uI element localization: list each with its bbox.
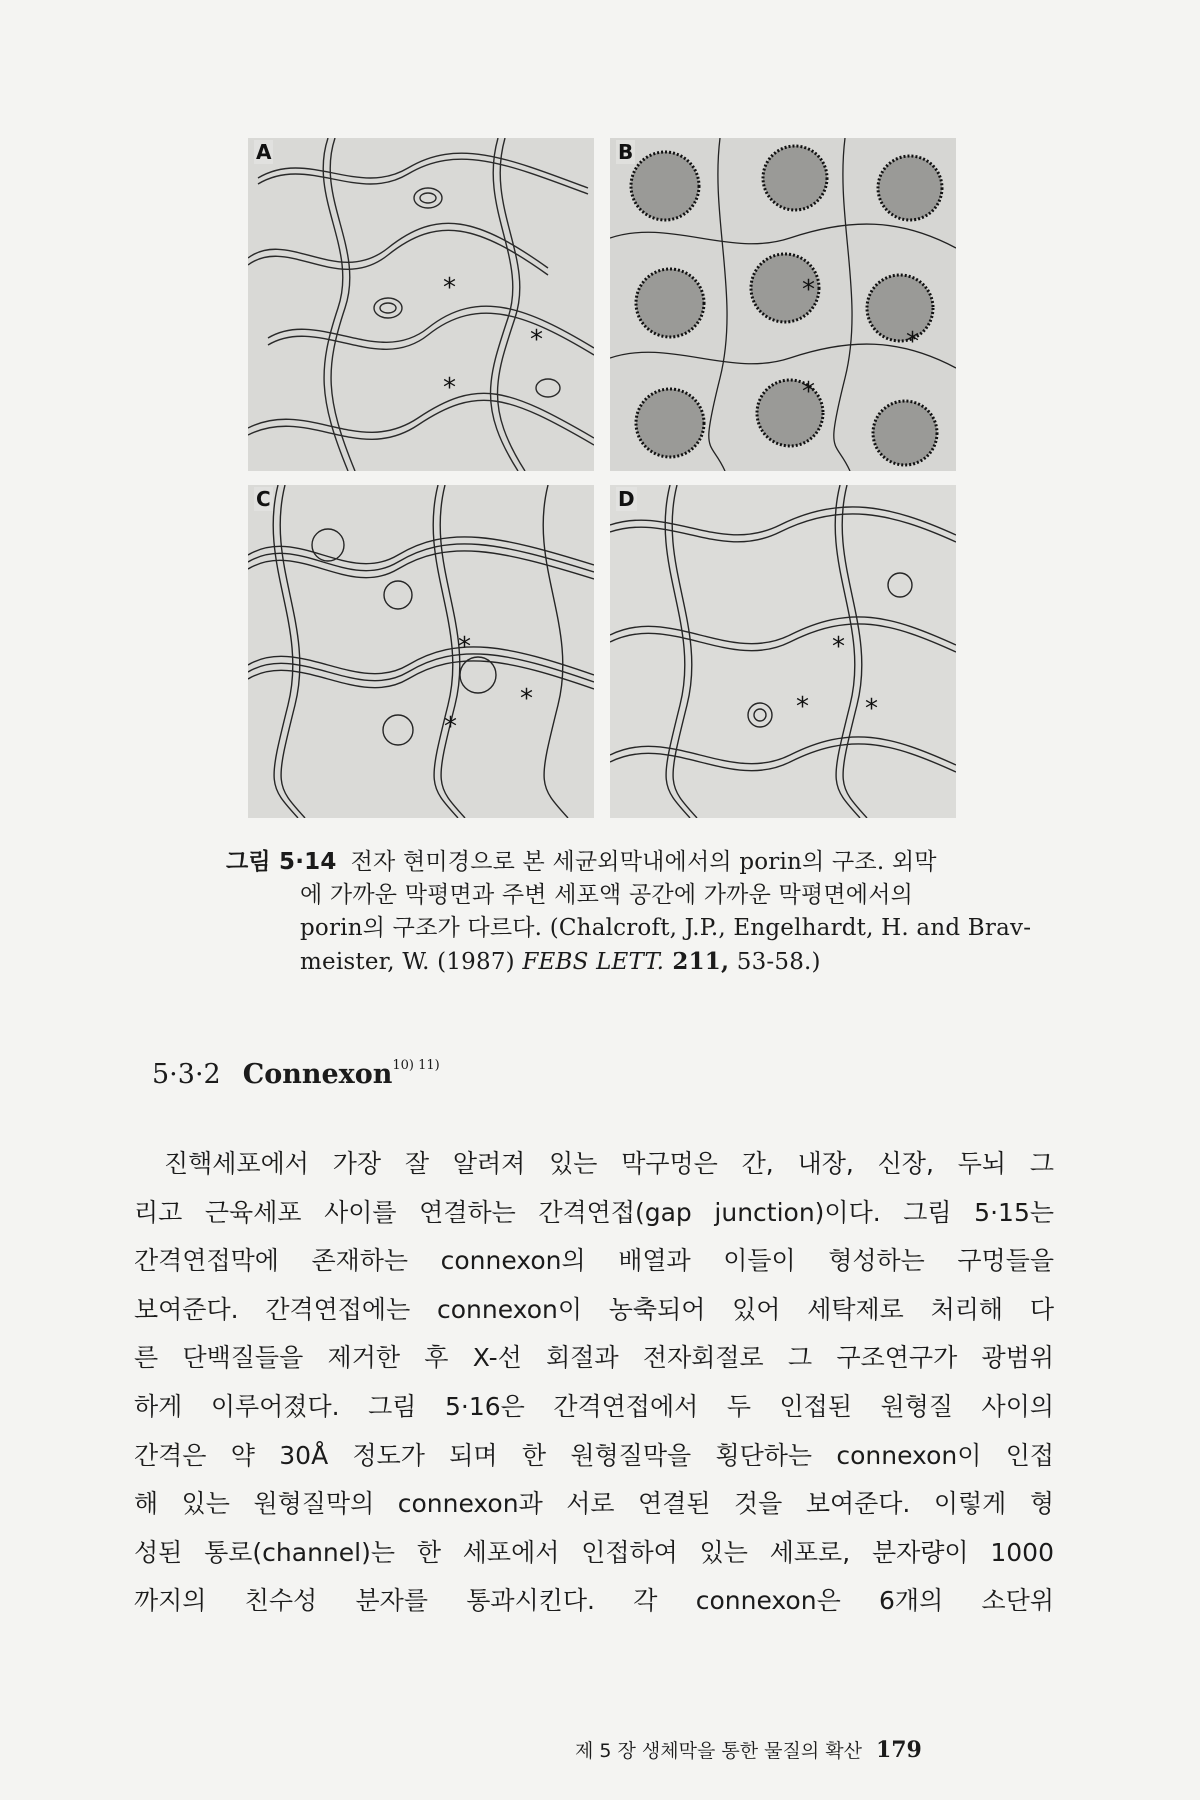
asterisk-marker: * xyxy=(796,692,809,722)
caption-journal: FEBS LETT. xyxy=(522,949,665,975)
micrograph-panel-b xyxy=(610,138,956,471)
section-references: 10) 11) xyxy=(392,1058,440,1073)
asterisk-marker: * xyxy=(865,694,878,724)
body-line: 진핵세포에서 가장 잘 알려져 있는 막구멍은 간, 내장, 신장, 두뇌 그 xyxy=(164,1149,1054,1178)
figure-5-14 xyxy=(248,138,962,831)
asterisk-marker: * xyxy=(443,273,456,303)
asterisk-marker: * xyxy=(443,373,456,403)
asterisk-marker: * xyxy=(458,632,471,662)
asterisk-marker: * xyxy=(802,275,815,305)
caption-citation-authors: meister, W. (1987) xyxy=(300,949,523,975)
caption-line-3: porin의 구조가 다르다. (Chalcroft, J.P., Engelhardt, H. and Brav- xyxy=(300,915,1032,941)
micrograph-d-image xyxy=(610,485,956,818)
asterisk-marker: * xyxy=(802,377,815,407)
asterisk-marker: * xyxy=(520,684,533,714)
body-line: 보여준다. 간격연접에는 connexon이 농축되어 있어 세탁제로 처리해 다 xyxy=(134,1294,1054,1324)
body-line: 해 있는 원형질막의 connexon과 서로 연결된 것을 보여준다. 이렇게 형 xyxy=(134,1489,1054,1519)
panel-letter-b: B xyxy=(618,140,634,164)
panel-letter-c: C xyxy=(256,487,271,511)
body-line: 성된 통로(channel)는 한 세포에서 인접하여 있는 세포로, 분자량이 1000 xyxy=(134,1537,1054,1567)
body-line: 른 단백질들을 제거한 후 X-선 회절과 전자회절로 그 구조연구가 광범위 xyxy=(134,1343,1054,1373)
caption-volume: 211, xyxy=(664,948,730,975)
running-footer: 제 5 장 생체막을 통한 물질의 확산 xyxy=(575,1740,862,1762)
section-number: 5·3·2 xyxy=(152,1059,221,1090)
body-line: 간격은 약 30Å 정도가 되며 한 원형질막을 횡단하는 connexon이 인접 xyxy=(134,1440,1054,1470)
caption-line-2: 에 가까운 막평면과 주변 세포액 공간에 가까운 막평면에서의 xyxy=(300,882,914,908)
asterisk-marker: * xyxy=(444,712,457,742)
body-line: 까지의 친수성 분자를 통과시킨다. 각 connexon은 6개의 소단위 xyxy=(134,1586,1054,1616)
caption-pages: 53-58.) xyxy=(729,949,821,975)
section-title: Connexon xyxy=(242,1059,393,1090)
micrograph-panel-d xyxy=(610,485,956,818)
page-footer xyxy=(575,1736,922,1763)
body-line: 리고 근육세포 사이를 연결하는 간격연접(gap junction)이다. 그림 5·15는 xyxy=(134,1197,1054,1227)
body-text xyxy=(134,1140,1054,1626)
section-heading xyxy=(152,1058,440,1090)
micrograph-b-image xyxy=(610,138,956,471)
micrograph-panel-a xyxy=(248,138,594,471)
panel-letter-d: D xyxy=(618,487,635,511)
asterisk-marker: * xyxy=(906,327,919,357)
micrograph-c-image xyxy=(248,485,594,818)
panel-letter-a: A xyxy=(256,140,272,164)
caption-label: 그림 5·14 xyxy=(226,849,337,875)
page-number: 179 xyxy=(875,1737,922,1763)
micrograph-panel-c xyxy=(248,485,594,818)
asterisk-marker: * xyxy=(832,632,845,662)
figure-caption xyxy=(226,846,1032,979)
caption-line-1: 전자 현미경으로 본 세균외막내에서의 porin의 구조. 외막 xyxy=(350,849,937,875)
asterisk-marker: * xyxy=(530,325,543,355)
body-line: 간격연접막에 존재하는 connexon의 배열과 이들이 형성하는 구멍들을 xyxy=(134,1246,1054,1276)
micrograph-a-image xyxy=(248,138,594,471)
body-line: 하게 이루어졌다. 그림 5·16은 간격연접에서 두 인접된 원형질 사이의 xyxy=(134,1391,1054,1421)
